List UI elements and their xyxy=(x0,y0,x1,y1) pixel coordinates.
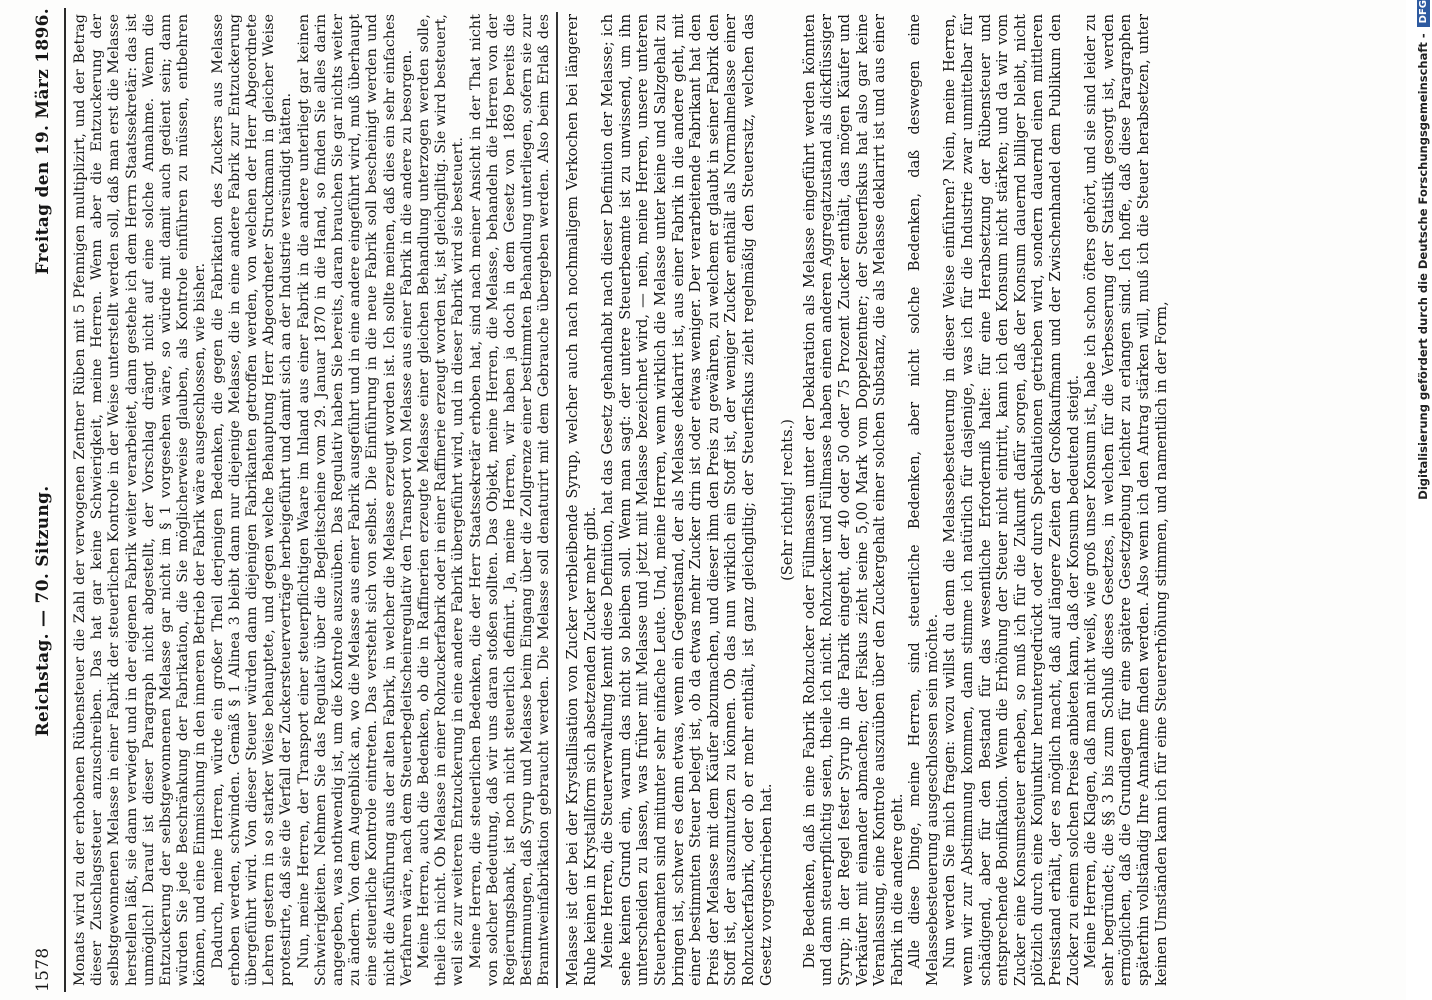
page-number: 1578 xyxy=(33,947,53,992)
paragraph: Meine Herren, die Steuerverwaltung kennt diese Definition, hat das Gesetz gehandhabt nach dieser Definition der Melasse; ich sehe keinen Grund ein, warum das nicht so bleiben soll. Wenn man sagt: der untere Steuerbeamte ist zu unwissend, um ihn unterscheiden zu lassen, was früher mit Melasse und jetzt mit Melasse bezeichnet wird, — nein, meine Herren, unsere unteren Steuerbeamten sind mitunter sehr einfache Leute. Und, meine Herren, wenn wirklich die Melasse unter keine und Salzgehalt zu bringen ist, schwer es denn etwas, wenn ein Gegenstand, der als Melasse deklarirt ist, aus einer Fabrik in die andere geht, mit einer bestimmten Steuer belegt ist, ob da etwas mehr Zucker drin ist oder etwas weniger. Der verarbeitende Fabrikant hat den Preis der Melasse mit dem Käufer abzumachen, und dieser ihm den Preis zu gewähren, zu welchem er glaubt in seiner Fabrik den Stoff ist, der auszunutzen zu können. Ob das nun wirklich ein Stoff ist, der weniger Zucker enthält als Normalmelasse einer Rohzuckerfabrik, oder ob er mehr enthält, ist ganz gleichgiltig; der Steuerfiskus zieht regelmäßig den Steuersatz, welchen das Gesetz vorgeschrieben hat. xyxy=(599,14,775,986)
interjection: (Sehr richtig! rechts.) xyxy=(779,419,797,581)
paragraph: Alle diese Dinge, meine Herren, sind steuerliche Bedenken, aber nicht solche Bedenken, daß deswegen eine Melassebesteuerung ausgeschlossen sein möchte. xyxy=(906,14,941,986)
digitization-note: Digitalisierung gefördert durch die Deutsche Forschungsgemeinschaft - xyxy=(1416,33,1430,500)
paragraph: Monats wird zu der erhobenen Rübensteuer die Zahl der verwogenen Zentner Rüben mit 5 Pfennigen multiplizirt, und der Betrag dieser Zuschlagssteuer anzuschreiben. Das hat gar keine Schwierigkeit, meine Herren. Wenn aber die Entzuckerung der selbstgewonnenen Melasse in einer Fabrik der steuerlichen Kontrole in der Weise unterstellt werden soll, daß man erst die Melasse herstellen läßt, sie dann verwiegt und in der eigenen Fabrik weiter verarbeitet, dann gestehe ich dem Herrn Staatssekretär: das ist unmöglich! Darauf ist dieser Paragraph nicht abgestellt, der Vorschlag drängt nicht auf eine solche Annahme. Wenn die Entzuckerung der selbstgewonnenen Melasse gar nicht im § 1 vorgesehen wäre, so würde mit damit auch gedient sein; dann würden Sie jede Beschränkung der Fabrikation, die Sie möglicherweise glauben, als Kontrole einführen zu müssen, entbehren können, und eine Einmischung in den inneren Betrieb der Fabrik wäre ausgeschlossen, wie bisher. xyxy=(72,14,209,986)
running-head xyxy=(26,8,60,992)
column-rule xyxy=(556,12,558,988)
running-head-right: Freitag den 19. März 1896. xyxy=(33,8,53,275)
paragraph: Meine Herren, auch die Bedenken, ob die in Raffinerien erzeugte Melasse einer gleichen Behandlung unterzogen werden solle, theile ich nicht. Ob Melasse in einer Rohzuckerfabrik oder in einer Raffinerie erzeugt worden ist, ist gleichgiltig. Sie wird besteuert, weil sie zur weiteren Entzuckerung in eine andere Fabrik übergeführt wird, und in dieser Fabrik wird sie besteuert. xyxy=(416,14,467,986)
paragraph: Meine Herren, die steuerlichen Bedenken, die der Herr Staatssekretär erhoben hat, sind nach meiner Ansicht in der That nicht von solcher Bedeutung, daß wir uns daran stoßen sollten. Das Objekt, meine Herren, die Melasse, behandeln die Herren von der Regierungsbank, ist noch nicht steuerlich definirt. Ja, meine Herren, wir haben ja doch in dem Gesetz von 1869 bereits die Bestimmungen, daß Syrup und Melasse beim Eingang über die Zollgrenze einer bestimmten Behandlung unterliegen, sofern sie zur Branntweinfabrikation gebraucht werden. Die Melasse soll denaturirt mit dem Gebrauche übergeben werden. Also beim Erlaß des xyxy=(467,14,552,986)
running-head-left: Reichstag. — 70. Sitzung. xyxy=(33,485,53,737)
paragraph: Meine Herren, die Klagen, daß man nicht weiß, wie groß unser Konsum ist, habe ich schon öfters gehört, und sie sind leider zu sehr begründet; die §§ 3 bis zum Schluß dieses Gesetzes, in welchen für die Verbesserung der Statistik gesorgt ist, werden ermöglichen, daß die Grundlagen für eine spätere Gesetzgebung leichter zu erlangen sind. Ich hoffe, daß diese Paragraphen späterhin vollständig Ihre Annahme finden werden. Also wenn ich den Antrag stärken will, muß ich die Steuer herabsetzen, unter keinen Umständen kann ich für eine Steuererhöhung stimmen, und namentlich in der Form, xyxy=(1082,14,1170,986)
text-column-left xyxy=(70,12,552,988)
paragraph: Nun, meine Herren, der Transport einer steuerpflichtigen Waare im Inland aus einer Fabrik in die andere unterliegt gar keinen Schwierigkeiten. Nehmen Sie das Regulativ über die Begleitscheine vom 29. Januar 1870 in die Hand, so finden Sie alles darin angegeben, was nothwendig ist, um die Kontrole auszuüben. Das Regulativ haben Sie bereits, daran brauchen Sie gar nichts weiter zu ändern. Von dem Augenblick an, wo die Melasse aus einer Fabrik ausgeführt und in eine andere eingeführt wird, muß überhaupt eine steuerliche Kontrole eintreten. Das versteht sich von selbst. Die Einführung in die neue Fabrik soll bescheinigt werden und nicht die Ausführung aus der alten Fabrik, in welcher die Melasse erzeugt worden ist. Ich sollte meinen, daß dies ein sehr einfaches Verfahren wäre, nach dem Steuerbegleitscheinregulativ den Transport von Melasse aus einer Fabrik in die andere zu besorgen. xyxy=(295,14,415,986)
dfg-logo: DFG xyxy=(1417,0,1430,27)
text-column-right xyxy=(562,12,1402,988)
header-rule xyxy=(64,8,66,992)
paragraph: Die Bedenken, daß in eine Fabrik Rohzucker oder Füllmassen unter der Deklaration als Melasse eingeführt werden könnten und dann steuerpflichtig seien, theile ich nicht. Rohzucker und Füllmasse haben einen anderen Aggregatzustand als dickflüssiger Syrup; in der Regel fester Syrup in die Fabrik eingeht, der 40 oder 50 oder 75 Prozent Zucker enthält, das mögen Käufer und Verkäufer mit einander abmachen; der Fiskus zieht seine 5,00 Mark vom Doppelzentner; der Steuerfiskus hat also gar keine Veranlassung, eine Kontrole auszuüben über den Zuckergehalt einer solchen Substanz, die als Melasse deklarirt ist und aus einer Fabrik in die andere geht. xyxy=(800,14,906,986)
paragraph: Dadurch, meine Herren, würde ein großer Theil derjenigen Bedenken, die gegen die Fabrikation des Zuckers aus Melasse erhoben werden, schwinden. Gemäß § 1 Alinea 3 bleibt dann nur diejenige Melasse, die in eine andere Fabrik zur Entzuckerung übergeführt wird. Von dieser Steuer würden dann diejenigen Fabrikanten getroffen werden, von welchen der Herr Abgeordnete Lehren gestern in so starker Weise behauptete, und gegen welche Behauptung Herr Abgeordneter Struckmann in gleicher Weise protestirte, daß sie die Verfall der Zuckersteuerverträge herbeigeführt und damit sich an der Industrie versündigt hätten. xyxy=(209,14,295,986)
paragraph: Nun werden Sie mich fragen: wozu willst du denn die Melassebesteuerung in dieser Weise einführen? Nein, meine Herren, wenn wir zur Abstimmung kommen, dann stimme ich natürlich für dasjenige, was ich für die Industrie zwar unmittelbar für schädigend, aber für den Bestand für das wesentliche Erforderniß halte: für eine Herabsetzung der Rübensteuer und entsprechende Bonifikation. Wenn die Erhöhung der Steuer nicht eintritt, kann ich den Konsum nicht stärken; und da wir vom Zucker eine Konsumsteuer erheben, so muß ich für die Zukunft dafür sorgen, daß der Konsum dauernd billiger bleibt, nicht plötzlich durch eine Konjunktur heruntergedrückt oder durch Spekulationen getrieben wird, sondern dauernd einen mittleren Preisstand erhält, der es möglich macht, daß auf längere Zeiten der Großkaufmann und der Zwischenhandel dem Publikum den Zucker zu einem solchen Preise anbieten kann, daß der Konsum bedeutend steigt. xyxy=(941,14,1082,986)
scan-margin xyxy=(1406,0,1432,1000)
paragraph: Melasse ist der bei der Krystallisation von Zucker verbleibende Syrup, welcher auch nach nochmaligem Verkochen bei längerer Ruhe keinen in Krystallform sich absetzenden Zucker mehr gibt. xyxy=(564,14,599,986)
